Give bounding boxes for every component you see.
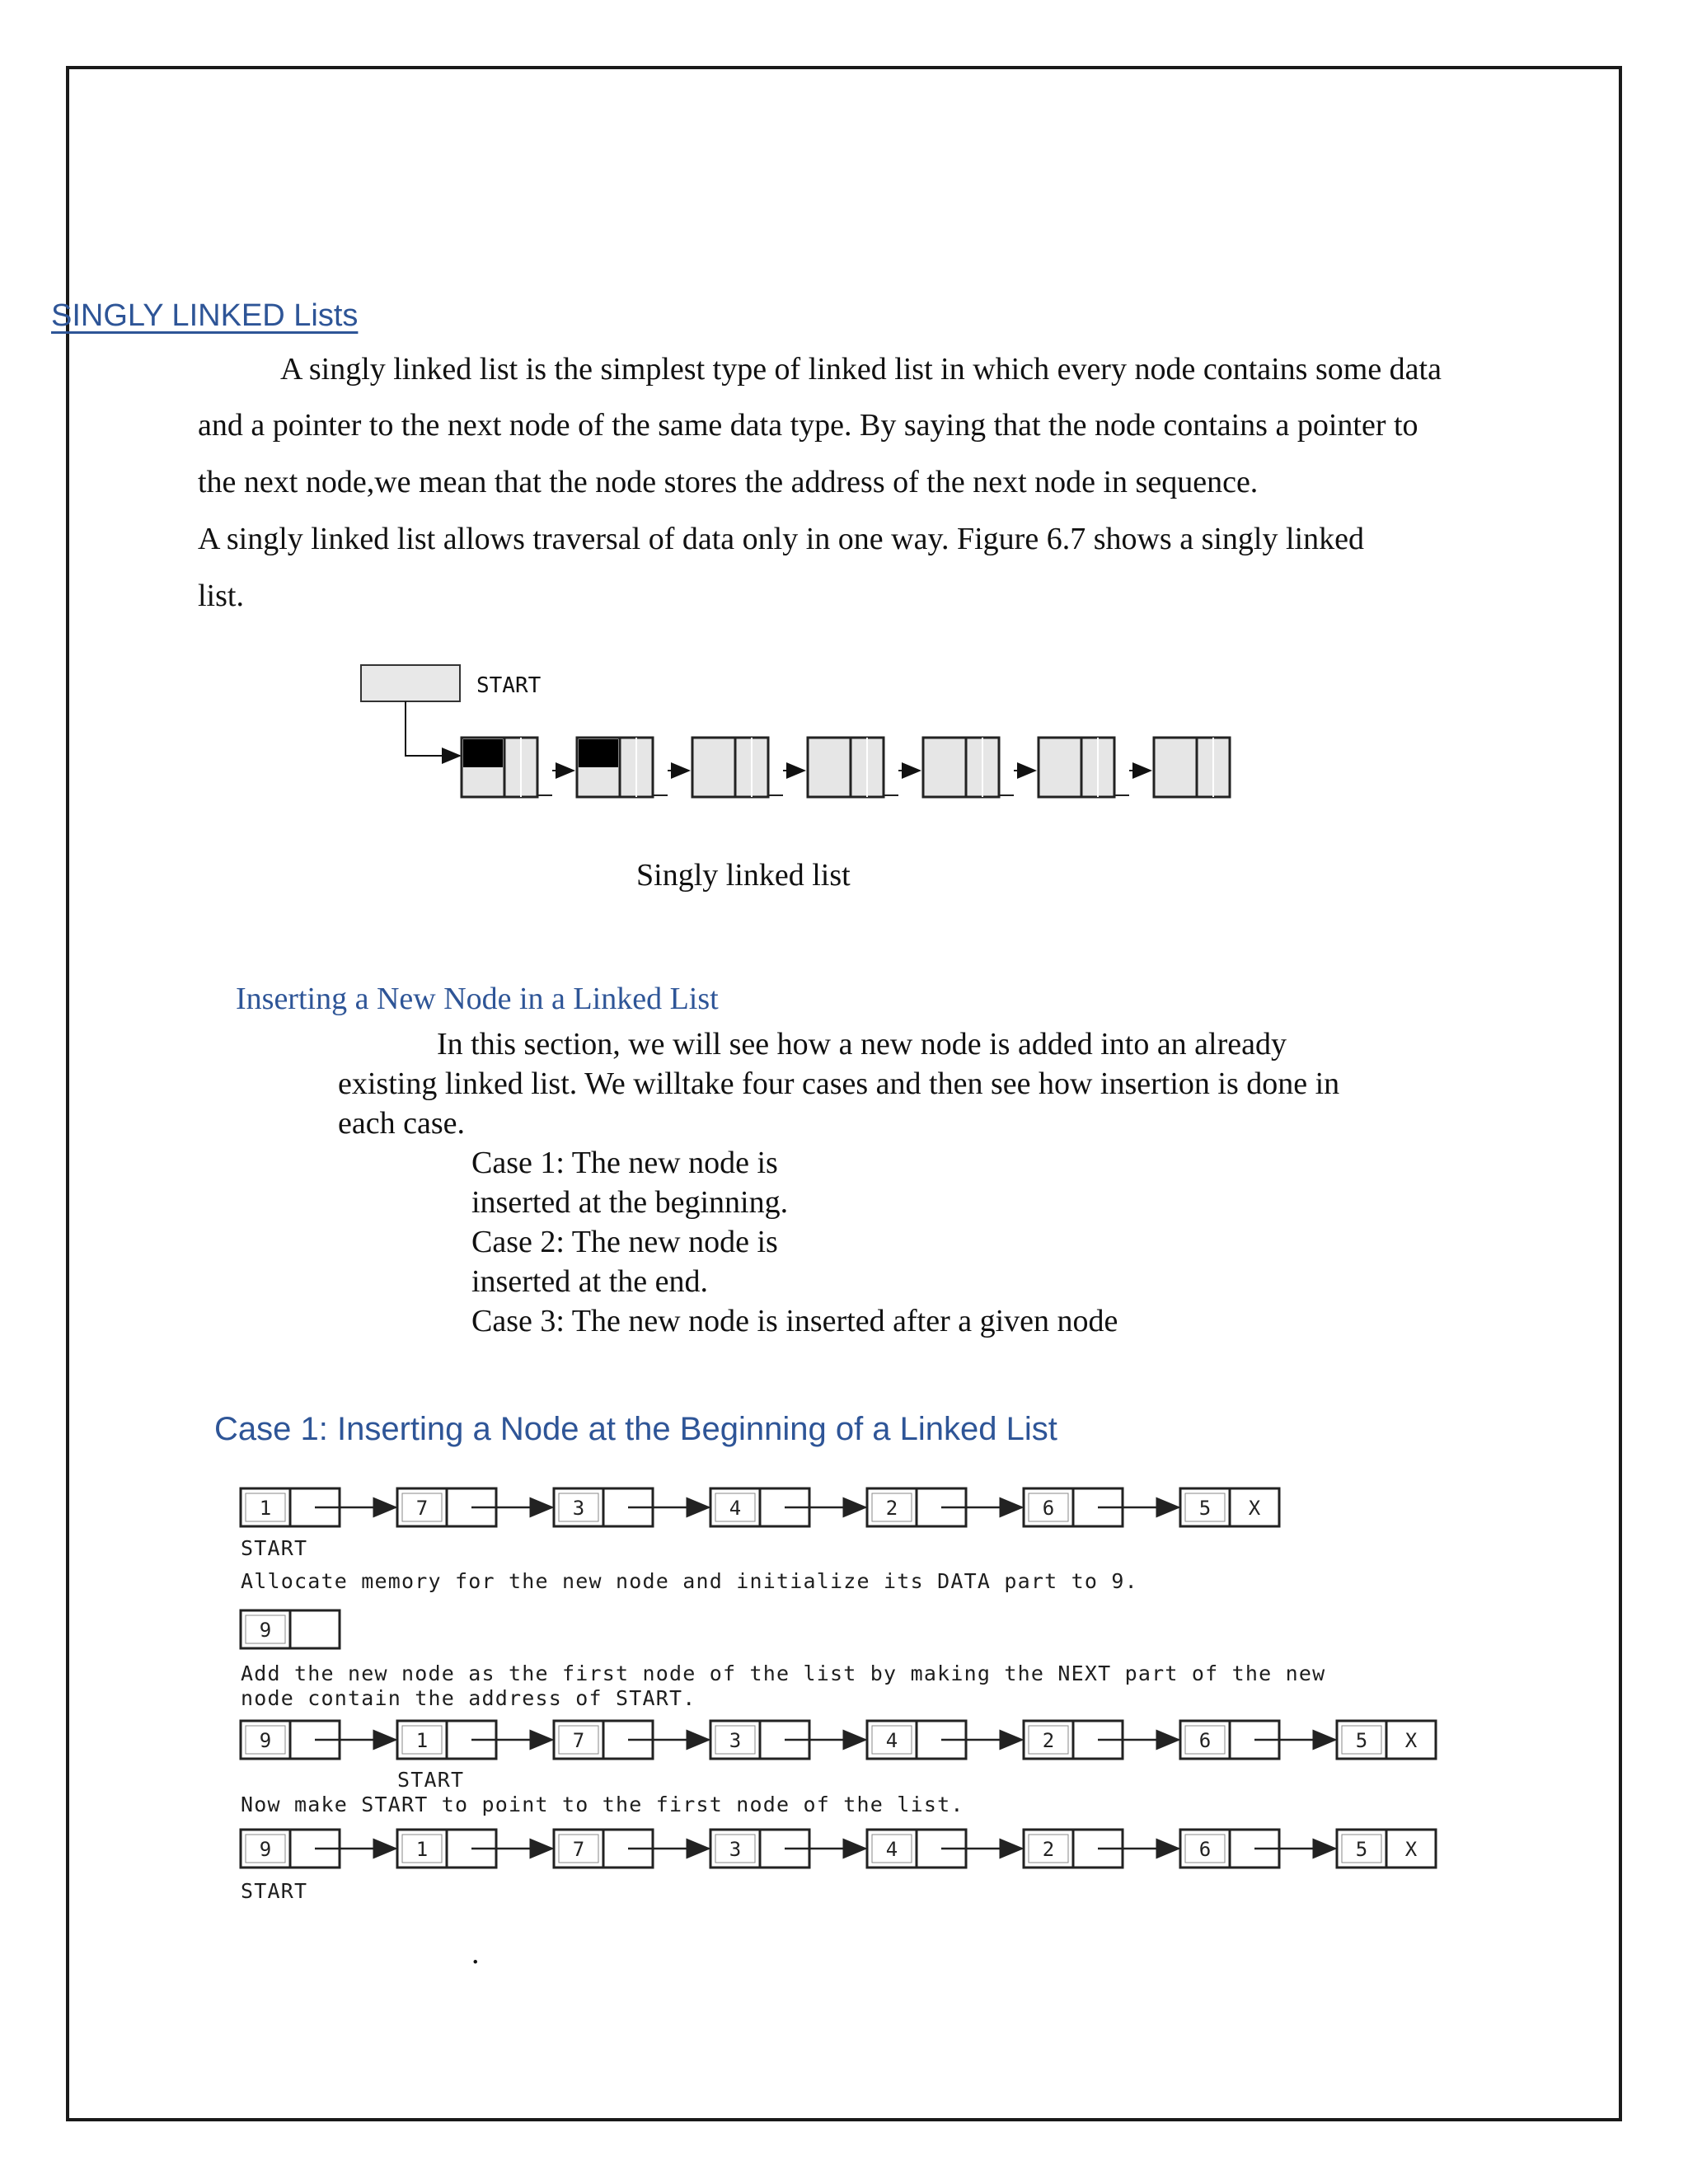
list-node [710,1721,865,1759]
list-node [1024,1488,1179,1526]
node-value: 9 [259,1619,272,1642]
insert-paragraph-line: existing linked list. We willtake four cases and then see how insertion is done in [338,1066,1340,1101]
list-node [710,1488,865,1526]
node-value: 3 [729,1838,742,1861]
node-value: 6 [1042,1497,1055,1520]
case1-list-initial [231,1483,1451,1531]
list-node [241,1830,396,1868]
step1-text: Allocate memory for the new node and initialize its DATA part to 9. [241,1569,1138,1593]
diagram-node [692,738,804,797]
list-node [554,1721,709,1759]
node-value: 3 [729,1729,742,1752]
diagram-node [1154,738,1230,797]
insert-paragraph-line: In this section, we will see how a new node is added into an already [437,1027,1287,1062]
case1-heading: Case 1: Inserting a Node at the Beginning of a Linked List [214,1411,1057,1447]
paragraph-line: A singly linked list is the simplest type of linked list in which every node contains some data [280,352,1442,387]
case-item: Case 1: The new node is [471,1146,778,1180]
list-node [1337,1721,1436,1759]
null-marker: X [1404,1729,1418,1752]
node-value: 1 [415,1729,429,1752]
list-node [867,1721,1022,1759]
list-node [1337,1830,1436,1868]
node-value: 2 [1042,1729,1055,1752]
list-node [867,1830,1022,1868]
list-node [1024,1830,1179,1868]
filled-data-block [579,739,618,767]
paragraph-line: and a pointer to the next node of the same data type. By saying that the node contains a pointer to [198,408,1418,443]
trailing-mark: . [471,1936,480,1971]
node-value: 1 [415,1838,429,1861]
node-value: 4 [885,1838,898,1861]
node-value: 7 [572,1729,585,1752]
list-node [1180,1721,1335,1759]
node-value: 5 [1355,1838,1368,1861]
node-value: 1 [259,1497,272,1520]
diagram-node [1039,738,1151,797]
node-value: 3 [572,1497,585,1520]
node-value: 6 [1198,1838,1212,1861]
list-node [241,1721,396,1759]
node-value: 2 [885,1497,898,1520]
list-final-nodes [241,1830,1436,1868]
case-item: Case 3: The new node is inserted after a given node [471,1304,1118,1338]
list-node [554,1488,709,1526]
start-label: START [397,1768,465,1792]
step2-text: Add the new node as the first node of the list by making the NEXT part of the new [241,1661,1326,1685]
start-label: START [241,1879,308,1903]
node-value: 9 [259,1729,272,1752]
case1-list-linked [231,1716,1451,1764]
list-node [554,1830,709,1868]
node-value: 2 [1042,1838,1055,1861]
list-initial-nodes [241,1488,1279,1526]
null-marker: X [1404,1838,1418,1861]
list-node [241,1488,396,1526]
figure-caption: Singly linked list [636,858,851,893]
start-pointer-box [361,665,460,701]
step3-text: Now make START to point to the first node of the list. [241,1793,964,1816]
step2-text: node contain the address of START. [241,1686,696,1710]
node-value: 7 [415,1497,429,1520]
diagram-nodes [462,738,1230,797]
diagram-node [923,738,1035,797]
insert-heading: Inserting a New Node in a Linked List [236,982,719,1016]
list-node [1180,1830,1335,1868]
new-node [231,1605,363,1653]
diagram-node [577,738,689,797]
list-node [1180,1488,1279,1526]
list-node [710,1830,865,1868]
filled-data-block [463,739,503,767]
node-value: 7 [572,1838,585,1861]
new-node-box [241,1610,340,1648]
list-node [397,1721,552,1759]
start-label: START [476,673,542,698]
paragraph-line: list. [198,579,244,613]
paragraph-line: the next node,we mean that the node stores the address of the next node in sequence. [198,465,1259,499]
node-value: 5 [1198,1497,1212,1520]
null-marker: X [1248,1497,1261,1520]
list-node [867,1488,1022,1526]
case-item: inserted at the beginning. [471,1185,789,1220]
node-value: 5 [1355,1729,1368,1752]
node-value: 4 [885,1729,898,1752]
case-item: Case 2: The new node is [471,1225,778,1259]
section-title: SINGLY LINKED Lists [51,298,359,333]
insert-paragraph-line: each case. [338,1106,465,1141]
paragraph-line: A singly linked list allows traversal of data only in one way. Figure 6.7 shows a singly linked [198,522,1364,556]
diagram-node [808,738,920,797]
case1-list-final [231,1825,1451,1872]
list-node [397,1830,552,1868]
node-value: 6 [1198,1729,1212,1752]
start-arrow [406,701,460,756]
list-node [397,1488,552,1526]
list-linked-nodes [241,1721,1436,1759]
list-node [1024,1721,1179,1759]
singly-linked-list-diagram [346,655,1253,820]
start-label: START [241,1536,308,1560]
diagram-node [462,738,574,797]
case-item: inserted at the end. [471,1264,709,1299]
node-value: 4 [729,1497,742,1520]
node-value: 9 [259,1838,272,1861]
